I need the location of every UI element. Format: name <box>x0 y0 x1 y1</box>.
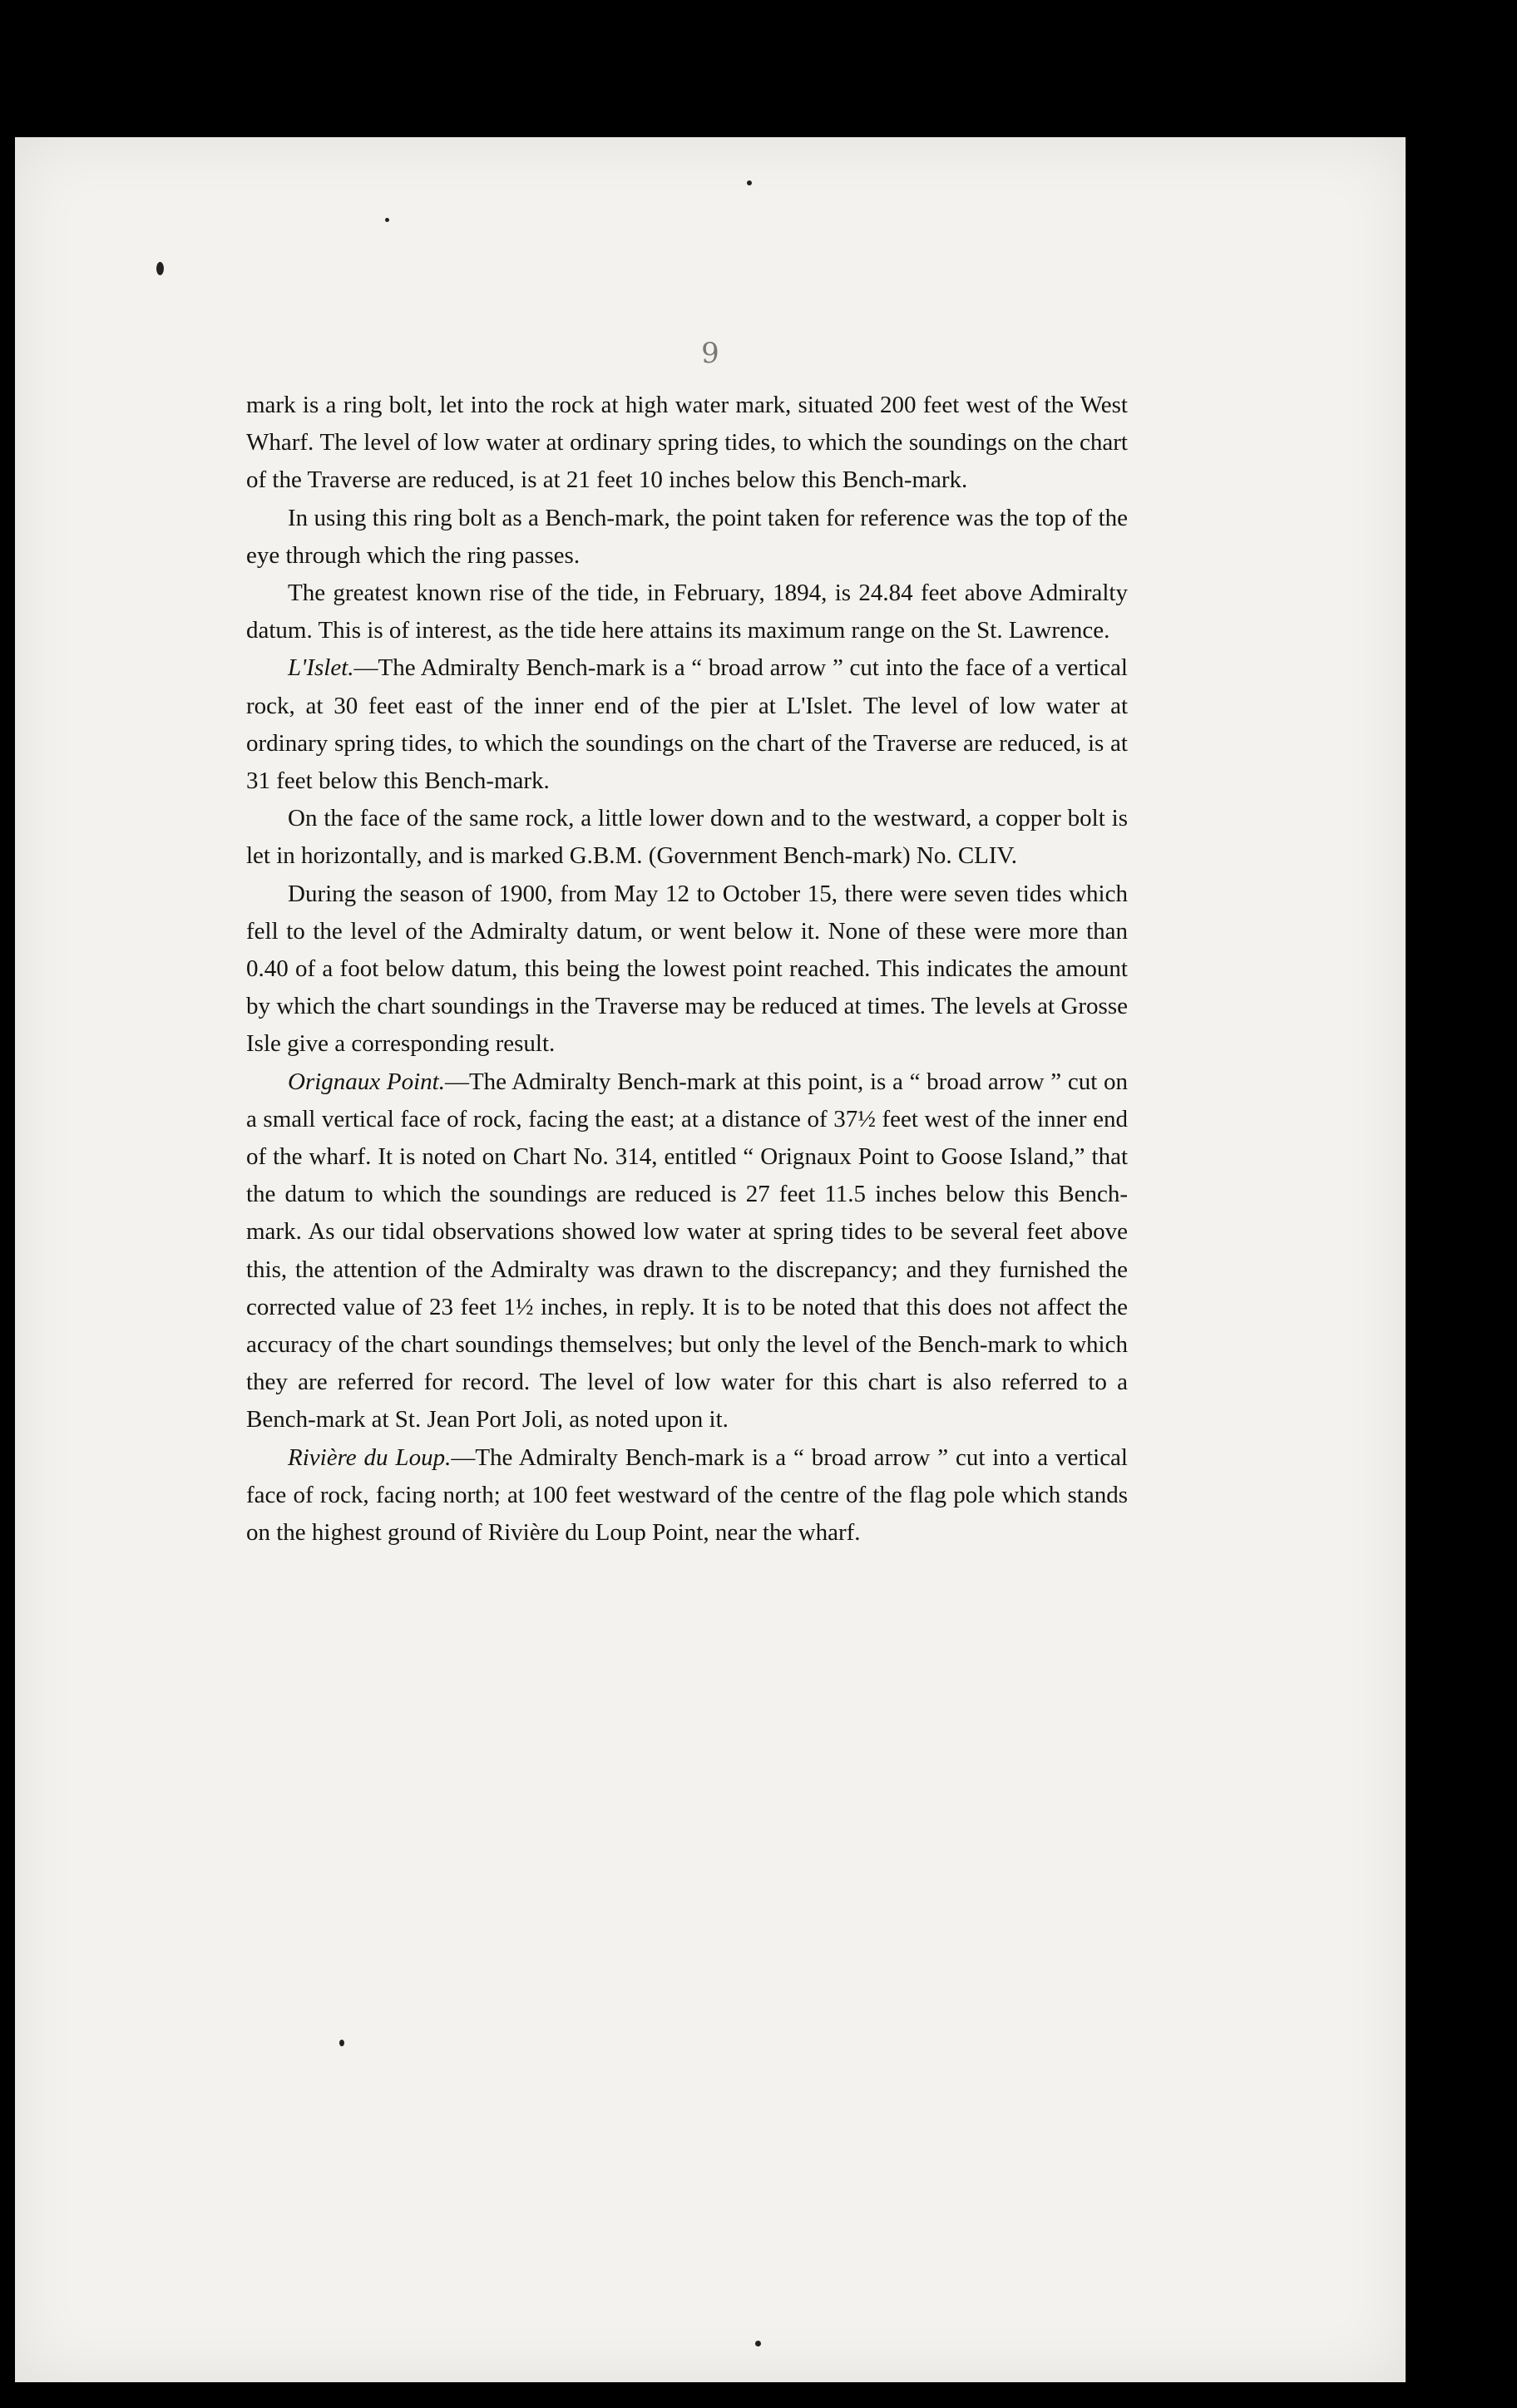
paragraph-lislet <box>246 649 1128 800</box>
body-text <box>246 387 1128 1552</box>
place-heading-lislet: L'Islet. <box>288 654 354 682</box>
paragraph-reference-point <box>246 500 1128 575</box>
scan-speck <box>156 262 164 275</box>
paragraph-text: mark is a ring bolt, let into the rock at high water mark, situated 200 feet west of the West Wharf. The level of low water at ordinary spring tides, to which the soundings on the chart of the Traverse are reduced, is at 21 feet 10 inches below this Bench-mark. <box>246 392 1128 494</box>
paragraph-text: The greatest known rise of the tide, in February, 1894, is 24.84 feet above Admiralty datum. This is of interest, as the tide here attains its maximum range on the St. Lawrence. <box>246 580 1128 644</box>
paragraph-season-1900 <box>246 876 1128 1063</box>
paragraph-riviere-du-loup <box>246 1439 1128 1552</box>
scan-speck <box>755 2341 761 2346</box>
paragraph-copper-bolt <box>246 800 1128 875</box>
document-page <box>15 137 1406 2382</box>
scan-speck <box>385 218 389 222</box>
paragraph-ring-bolt <box>246 387 1128 500</box>
scan-speck <box>339 2040 344 2046</box>
paragraph-text: —The Admiralty Bench-mark is a “ broad arrow ” cut into the face of a vertical rock, at 30 feet east of the inner end of the pier at L'Islet. The level of low water at ordinary spring tides, to which the soundings on the chart of the Traverse are reduced, is at 31 feet below this Bench-mark. <box>246 654 1128 795</box>
paragraph-text: In using this ring bolt as a Bench-mark, the point taken for reference was the top of the eye through which the ring passes. <box>246 504 1128 569</box>
paragraph-text: —The Admiralty Bench-mark is a “ broad arrow ” cut into a vertical face of rock, facing north; at 100 feet westward of the centre of the flag pole which stands on the highest ground of Rivière du Loup Point, near the wharf. <box>246 1443 1128 1547</box>
place-heading-riviere-du-loup: Rivière du Loup. <box>288 1443 452 1471</box>
paragraph-orignaux-point <box>246 1063 1128 1439</box>
paragraph-greatest-rise <box>246 575 1128 649</box>
place-heading-orignaux-point: Orignaux Point. <box>288 1068 445 1095</box>
paragraph-text: —The Admiralty Bench-mark at this point, is a “ broad arrow ” cut on a small vertical face of rock, facing the east; at a distance of 37½ feet west of the inner end of the wharf. It is noted on Chart No. 314, entitled “ Orignaux Point to Goose Island,” that the datum to which the soundings are reduced is 27 feet 11.5 inches below this Bench-mark. As our tidal observations showed low water at spring tides to be several feet above this, the attention of the Admiralty was drawn to the discrepancy; and they furnished the corrected value of 23 feet 1½ inches, in reply. It is to be noted that this does not affect the accuracy of the chart soundings themselves; but only the level of the Bench-mark to which they are referred for record. The level of low water for this chart is also referred to a Bench-mark at St. Jean Port Joli, as noted upon it. <box>246 1068 1128 1433</box>
scan-speck <box>747 180 752 185</box>
paragraph-text: On the face of the same rock, a little lower down and to the westward, a copper bolt is let in horizontally, and is marked G.B.M. (Government Bench-mark) No. CLIV. <box>246 805 1128 870</box>
page-number: 9 <box>701 337 719 370</box>
paragraph-text: During the season of 1900, from May 12 to October 15, there were seven tides which fell to the level of the Admiralty datum, or went below it. None of these were more than 0.40 of a foot below datum, this being the lowest point reached. This indicates the amount by which the chart soundings in the Traverse may be reduced at times. The levels at Grosse Isle give a corresponding result. <box>246 880 1128 1058</box>
